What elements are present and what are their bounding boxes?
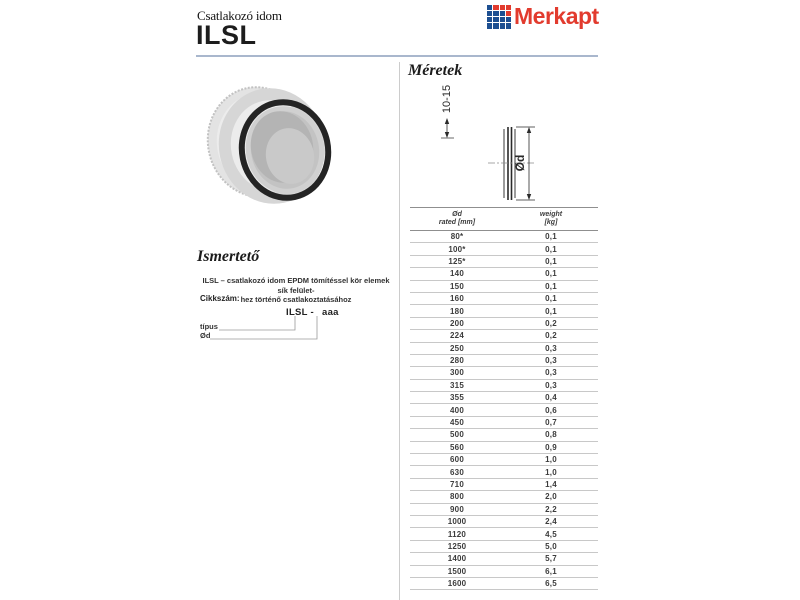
cell-diameter: 224 <box>450 331 464 341</box>
header-divider <box>196 55 598 57</box>
cell-weight: 0,1 <box>545 294 557 304</box>
table-row <box>410 243 598 255</box>
cell-weight: 0,1 <box>545 256 557 266</box>
cell-diameter: 400 <box>450 405 464 415</box>
cell-diameter: 250 <box>450 343 464 353</box>
cell-diameter: 630 <box>450 467 464 477</box>
table-row <box>410 367 598 379</box>
col-diameter-header: Ød rated [mm] <box>438 210 476 226</box>
cell-weight: 0,3 <box>545 368 557 378</box>
cell-weight: 0,4 <box>545 393 557 403</box>
table-row <box>410 466 598 478</box>
cell-diameter: 600 <box>450 455 464 465</box>
cell-diameter: 500 <box>450 430 464 440</box>
table-row <box>410 404 598 416</box>
cell-weight: 0,1 <box>545 269 557 279</box>
cell-weight: 0,2 <box>545 318 557 328</box>
cell-diameter: 300 <box>450 368 464 378</box>
cell-weight: 4,5 <box>545 529 557 539</box>
cell-weight: 0,3 <box>545 380 557 390</box>
table-row <box>410 342 598 354</box>
table-row <box>410 565 598 577</box>
table-row <box>410 317 598 329</box>
table-row <box>410 231 598 243</box>
table-row <box>410 478 598 490</box>
order-code-suffix: aaa <box>322 307 339 318</box>
table-row <box>410 577 598 589</box>
cell-diameter: 80* <box>450 232 464 242</box>
cell-weight: 0,1 <box>545 232 557 242</box>
cell-diameter: 1120 <box>447 529 467 539</box>
cell-weight: 0,8 <box>545 430 557 440</box>
product-photo <box>200 80 355 225</box>
table-row <box>410 280 598 292</box>
table-row <box>410 515 598 527</box>
size-table-header <box>410 208 598 231</box>
cell-diameter: 710 <box>450 480 464 489</box>
col-weight-header: weight [kg] <box>539 210 563 226</box>
table-row <box>410 330 598 342</box>
size-table-body <box>410 231 598 590</box>
cell-diameter: 560 <box>450 442 464 452</box>
cell-diameter: 150 <box>450 281 464 291</box>
cell-weight: 0,6 <box>545 405 557 415</box>
cell-weight: 2,0 <box>545 492 557 502</box>
table-row <box>410 454 598 466</box>
dimension-diameter-label: Ød <box>513 154 528 172</box>
cell-diameter: 315 <box>450 380 464 390</box>
cell-weight: 0,9 <box>545 442 557 452</box>
order-code-prefix: ILSL - <box>286 307 315 318</box>
article-number-label: Cikkszám: <box>200 294 240 303</box>
table-row <box>410 354 598 366</box>
size-weight-table <box>410 207 598 590</box>
product-category: Csatlakozó idom <box>197 8 282 23</box>
cell-diameter: 100* <box>448 244 466 254</box>
cell-diameter: 1000 <box>447 517 467 527</box>
cell-weight: 2,4 <box>545 517 557 527</box>
merkapt-grid-icon <box>487 5 511 29</box>
table-row <box>410 268 598 280</box>
table-row <box>410 503 598 515</box>
section-title-description: Ismertető <box>197 248 260 265</box>
table-row <box>410 255 598 267</box>
cell-diameter: 160 <box>450 294 464 304</box>
cell-weight: 0,3 <box>545 356 557 366</box>
cell-weight: 6,5 <box>545 579 557 589</box>
brand-logo-text: Merkapt <box>514 3 599 29</box>
cell-weight: 1,0 <box>545 467 557 477</box>
cell-diameter: 355 <box>450 393 464 403</box>
dimension-depth-label: 10-15 <box>440 84 453 114</box>
cell-diameter: 1400 <box>447 554 467 564</box>
cell-diameter: 125* <box>448 256 466 266</box>
cell-weight: 5,0 <box>545 541 557 551</box>
cell-diameter: 1250 <box>447 541 467 551</box>
cell-weight: 0,7 <box>545 418 557 428</box>
table-row <box>410 441 598 453</box>
table-row <box>410 379 598 391</box>
page-title: ILSL <box>196 20 257 50</box>
description-line-1: ILSL – csatlakozó idom EPDM tömítéssel kör elemek sík felület- <box>202 276 390 295</box>
column-divider <box>399 62 400 600</box>
cell-weight: 0,1 <box>545 306 557 316</box>
technical-drawing <box>408 80 578 206</box>
table-row <box>410 305 598 317</box>
table-row <box>410 540 598 552</box>
cell-diameter: 280 <box>450 356 464 366</box>
cell-diameter: 180 <box>450 306 464 316</box>
legend-diameter-label: Ød <box>200 331 211 340</box>
table-row <box>410 292 598 304</box>
description-line-2: hez történő csatlakoztatásához <box>240 295 352 304</box>
cell-weight: 5,7 <box>545 554 557 564</box>
table-row <box>410 392 598 404</box>
legend-type-label: típus <box>200 322 218 331</box>
cell-diameter: 1600 <box>447 579 467 589</box>
cell-weight: 1,4 <box>545 480 557 489</box>
cell-weight: 0,3 <box>545 343 557 353</box>
table-row <box>410 429 598 441</box>
cell-diameter: 450 <box>450 418 464 428</box>
order-code-legend-lines <box>196 310 336 350</box>
cell-diameter: 140 <box>450 269 464 279</box>
cell-diameter: 800 <box>450 492 464 502</box>
cell-diameter: 200 <box>450 318 464 328</box>
cell-weight: 1,0 <box>545 455 557 465</box>
cell-weight: 0,2 <box>545 331 557 341</box>
cell-diameter: 1500 <box>447 566 467 576</box>
cell-weight: 2,2 <box>545 504 557 514</box>
section-title-dimensions: Méretek <box>408 62 463 79</box>
cell-weight: 6,1 <box>545 566 557 576</box>
cell-weight: 0,1 <box>545 244 557 254</box>
cell-weight: 0,1 <box>545 281 557 291</box>
cell-diameter: 900 <box>450 504 464 514</box>
table-row <box>410 553 598 565</box>
brand-logo <box>487 3 599 30</box>
table-row <box>410 491 598 503</box>
table-row <box>410 528 598 540</box>
table-row <box>410 416 598 428</box>
